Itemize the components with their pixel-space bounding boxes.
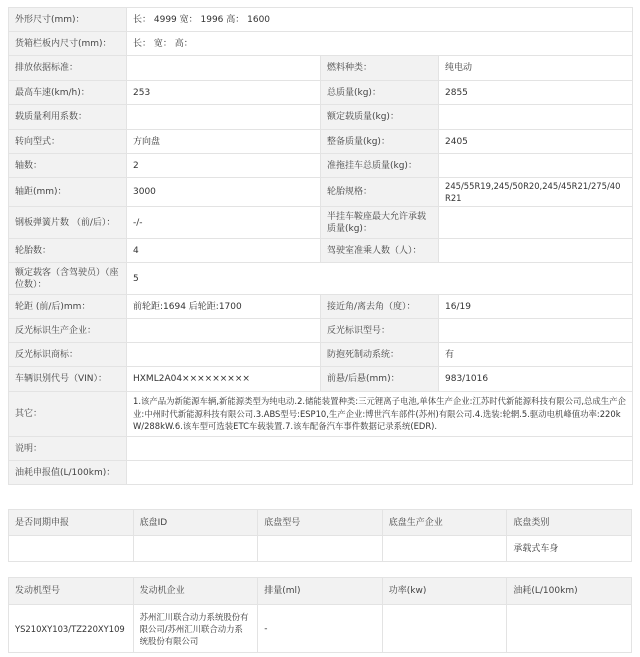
- spec-label: 货箱栏板内尺寸(mm)：: [9, 32, 127, 56]
- spec-row-leaf-springs: [9, 207, 633, 239]
- engine-header-cell: 发动机型号: [9, 578, 134, 605]
- spec-value: 983/1016: [439, 367, 633, 392]
- spec-label: 钢板弹簧片数 （前/后）：: [9, 207, 127, 239]
- spec-label: 轮距 (前/后)mm：: [9, 295, 127, 319]
- spec-label: 转向型式：: [9, 130, 127, 154]
- spec-value: [127, 319, 321, 343]
- engine-header-cell: 发动机企业: [133, 578, 258, 605]
- chassis-header-cell: 底盘类别: [507, 510, 632, 536]
- chassis-cell: 承载式车身: [507, 536, 632, 562]
- spec-row-other: [9, 392, 633, 437]
- spec-label: 总质量(kg)：: [321, 81, 439, 105]
- spec-label: 其它：: [9, 392, 127, 437]
- spec-value: HXML2A04×××××××××: [127, 367, 321, 392]
- chassis-header-cell: 底盘ID: [133, 510, 258, 536]
- spec-label: 排放依据标准：: [9, 56, 127, 81]
- spec-value: 2855: [439, 81, 633, 105]
- spec-value: 5: [127, 263, 633, 295]
- spec-value: [439, 105, 633, 130]
- spec-row-load-util: [9, 105, 633, 130]
- spec-label: 额定载客（含驾驶员）（座位数）：: [9, 263, 127, 295]
- spec-label: 接近角/离去角（度）：: [321, 295, 439, 319]
- engine-header-row: [9, 578, 632, 605]
- chassis-cell: [258, 536, 383, 562]
- spec-label: 载质量利用系数：: [9, 105, 127, 130]
- chassis-header-row: [9, 510, 632, 536]
- spec-label: 车辆识别代号（VIN）：: [9, 367, 127, 392]
- spec-label: 轮胎数：: [9, 239, 127, 263]
- chassis-data-row: [9, 536, 632, 562]
- spec-row-emission: [9, 56, 633, 81]
- engine-header-cell: 排量(ml): [258, 578, 383, 605]
- spec-value: -/-: [127, 207, 321, 239]
- spec-row-steering: [9, 130, 633, 154]
- chassis-cell: [9, 536, 134, 562]
- spec-label: 最高车速(km/h)：: [9, 81, 127, 105]
- spec-row-fuel-report: [9, 461, 633, 485]
- spec-label: 额定载质量(kg)：: [321, 105, 439, 130]
- spec-label: 准拖挂车总质量(kg)：: [321, 154, 439, 178]
- spec-value: 245/55R19,245/50R20,245/45R21/275/40R21: [439, 178, 633, 207]
- engine-cell: YS210XY103/TZ220XY109: [9, 605, 134, 653]
- spec-row-cargo-box: [9, 32, 633, 56]
- spec-value: [127, 461, 633, 485]
- spec-label: 外形尺寸(mm)：: [9, 8, 127, 32]
- spec-value: [127, 105, 321, 130]
- spec-label: 前悬/后悬(mm)：: [321, 367, 439, 392]
- engine-cell: 苏州汇川联合动力系统股份有限公司/苏州汇川联合动力系统股份有限公司: [133, 605, 258, 653]
- spec-row-track: [9, 295, 633, 319]
- spec-value: [439, 319, 633, 343]
- spec-value: 3000: [127, 178, 321, 207]
- spec-row-vin: [9, 367, 633, 392]
- spec-value: 253: [127, 81, 321, 105]
- chassis-header-cell: 底盘生产企业: [382, 510, 507, 536]
- spec-label: 反光标识商标：: [9, 343, 127, 367]
- spec-label: 轴距(mm)：: [9, 178, 127, 207]
- chassis-cell: [382, 536, 507, 562]
- spec-row-seats: [9, 263, 633, 295]
- spec-value: 前轮距:1694 后轮距:1700: [127, 295, 321, 319]
- spec-label: 驾驶室准乘人数（人）：: [321, 239, 439, 263]
- spec-row-note: [9, 437, 633, 461]
- spec-value: 2: [127, 154, 321, 178]
- engine-cell: -: [258, 605, 383, 653]
- spec-label: 整备质量(kg)：: [321, 130, 439, 154]
- chassis-header-cell: 是否同期申报: [9, 510, 134, 536]
- spec-value: 方向盘: [127, 130, 321, 154]
- chassis-header-cell: 底盘型号: [258, 510, 383, 536]
- engine-data-row: [9, 605, 632, 653]
- spec-label: 轴数：: [9, 154, 127, 178]
- spec-value: [439, 154, 633, 178]
- engine-table: [8, 577, 632, 653]
- spec-row-tires: [9, 239, 633, 263]
- spec-label: 说明：: [9, 437, 127, 461]
- spec-label: 防抱死制动系统：: [321, 343, 439, 367]
- spec-row-reflector-brand: [9, 343, 633, 367]
- spec-value: 4: [127, 239, 321, 263]
- chassis-table: [8, 509, 632, 562]
- spec-value: [127, 437, 633, 461]
- spec-label: 油耗申报值(L/100km)：: [9, 461, 127, 485]
- spec-value: 长： 宽： 高：: [127, 32, 633, 56]
- spec-label: 反光标识生产企业：: [9, 319, 127, 343]
- spec-label: 半挂车鞍座最大允许承载质量(kg)：: [321, 207, 439, 239]
- spec-row-axles: [9, 154, 633, 178]
- spec-label: 燃料种类：: [321, 56, 439, 81]
- spec-value: 纯电动: [439, 56, 633, 81]
- spec-row-wheelbase: [9, 178, 633, 207]
- engine-header-cell: 油耗(L/100km): [507, 578, 632, 605]
- spec-label: 轮胎规格：: [321, 178, 439, 207]
- spec-value: [127, 343, 321, 367]
- spec-value: 2405: [439, 130, 633, 154]
- vehicle-spec-table: [8, 7, 633, 485]
- spec-value: 1.该产品为新能源车辆,新能源类型为纯电动.2.储能装置种类:三元锂离子电池,单体生产企业:江苏时代新能源科技有限公司,总成生产企业:中州时代新能源科技有限公司.3.ABS型号:ESP10,生产企业:博世汽车部件(苏州)有限公司.4.选装:轮辋.5.驱动电机峰值功率:220kW/288kW.6.该车型可选装ETC车载装置.7.该车配备汽车事件数据记录系统(EDR).: [127, 392, 633, 437]
- engine-cell: [382, 605, 507, 653]
- spec-row-reflector-company: [9, 319, 633, 343]
- spec-value: 长： 4999 宽： 1996 高： 1600: [127, 8, 633, 32]
- spec-row-max-speed: [9, 81, 633, 105]
- engine-cell: [507, 605, 632, 653]
- spec-value: [439, 207, 633, 239]
- spec-value: [127, 56, 321, 81]
- spec-label: 反光标识型号：: [321, 319, 439, 343]
- engine-header-cell: 功率(kw): [382, 578, 507, 605]
- spec-value: 16/19: [439, 295, 633, 319]
- spec-value: 有: [439, 343, 633, 367]
- spec-row-dimensions: [9, 8, 633, 32]
- spec-value: [439, 239, 633, 263]
- chassis-cell: [133, 536, 258, 562]
